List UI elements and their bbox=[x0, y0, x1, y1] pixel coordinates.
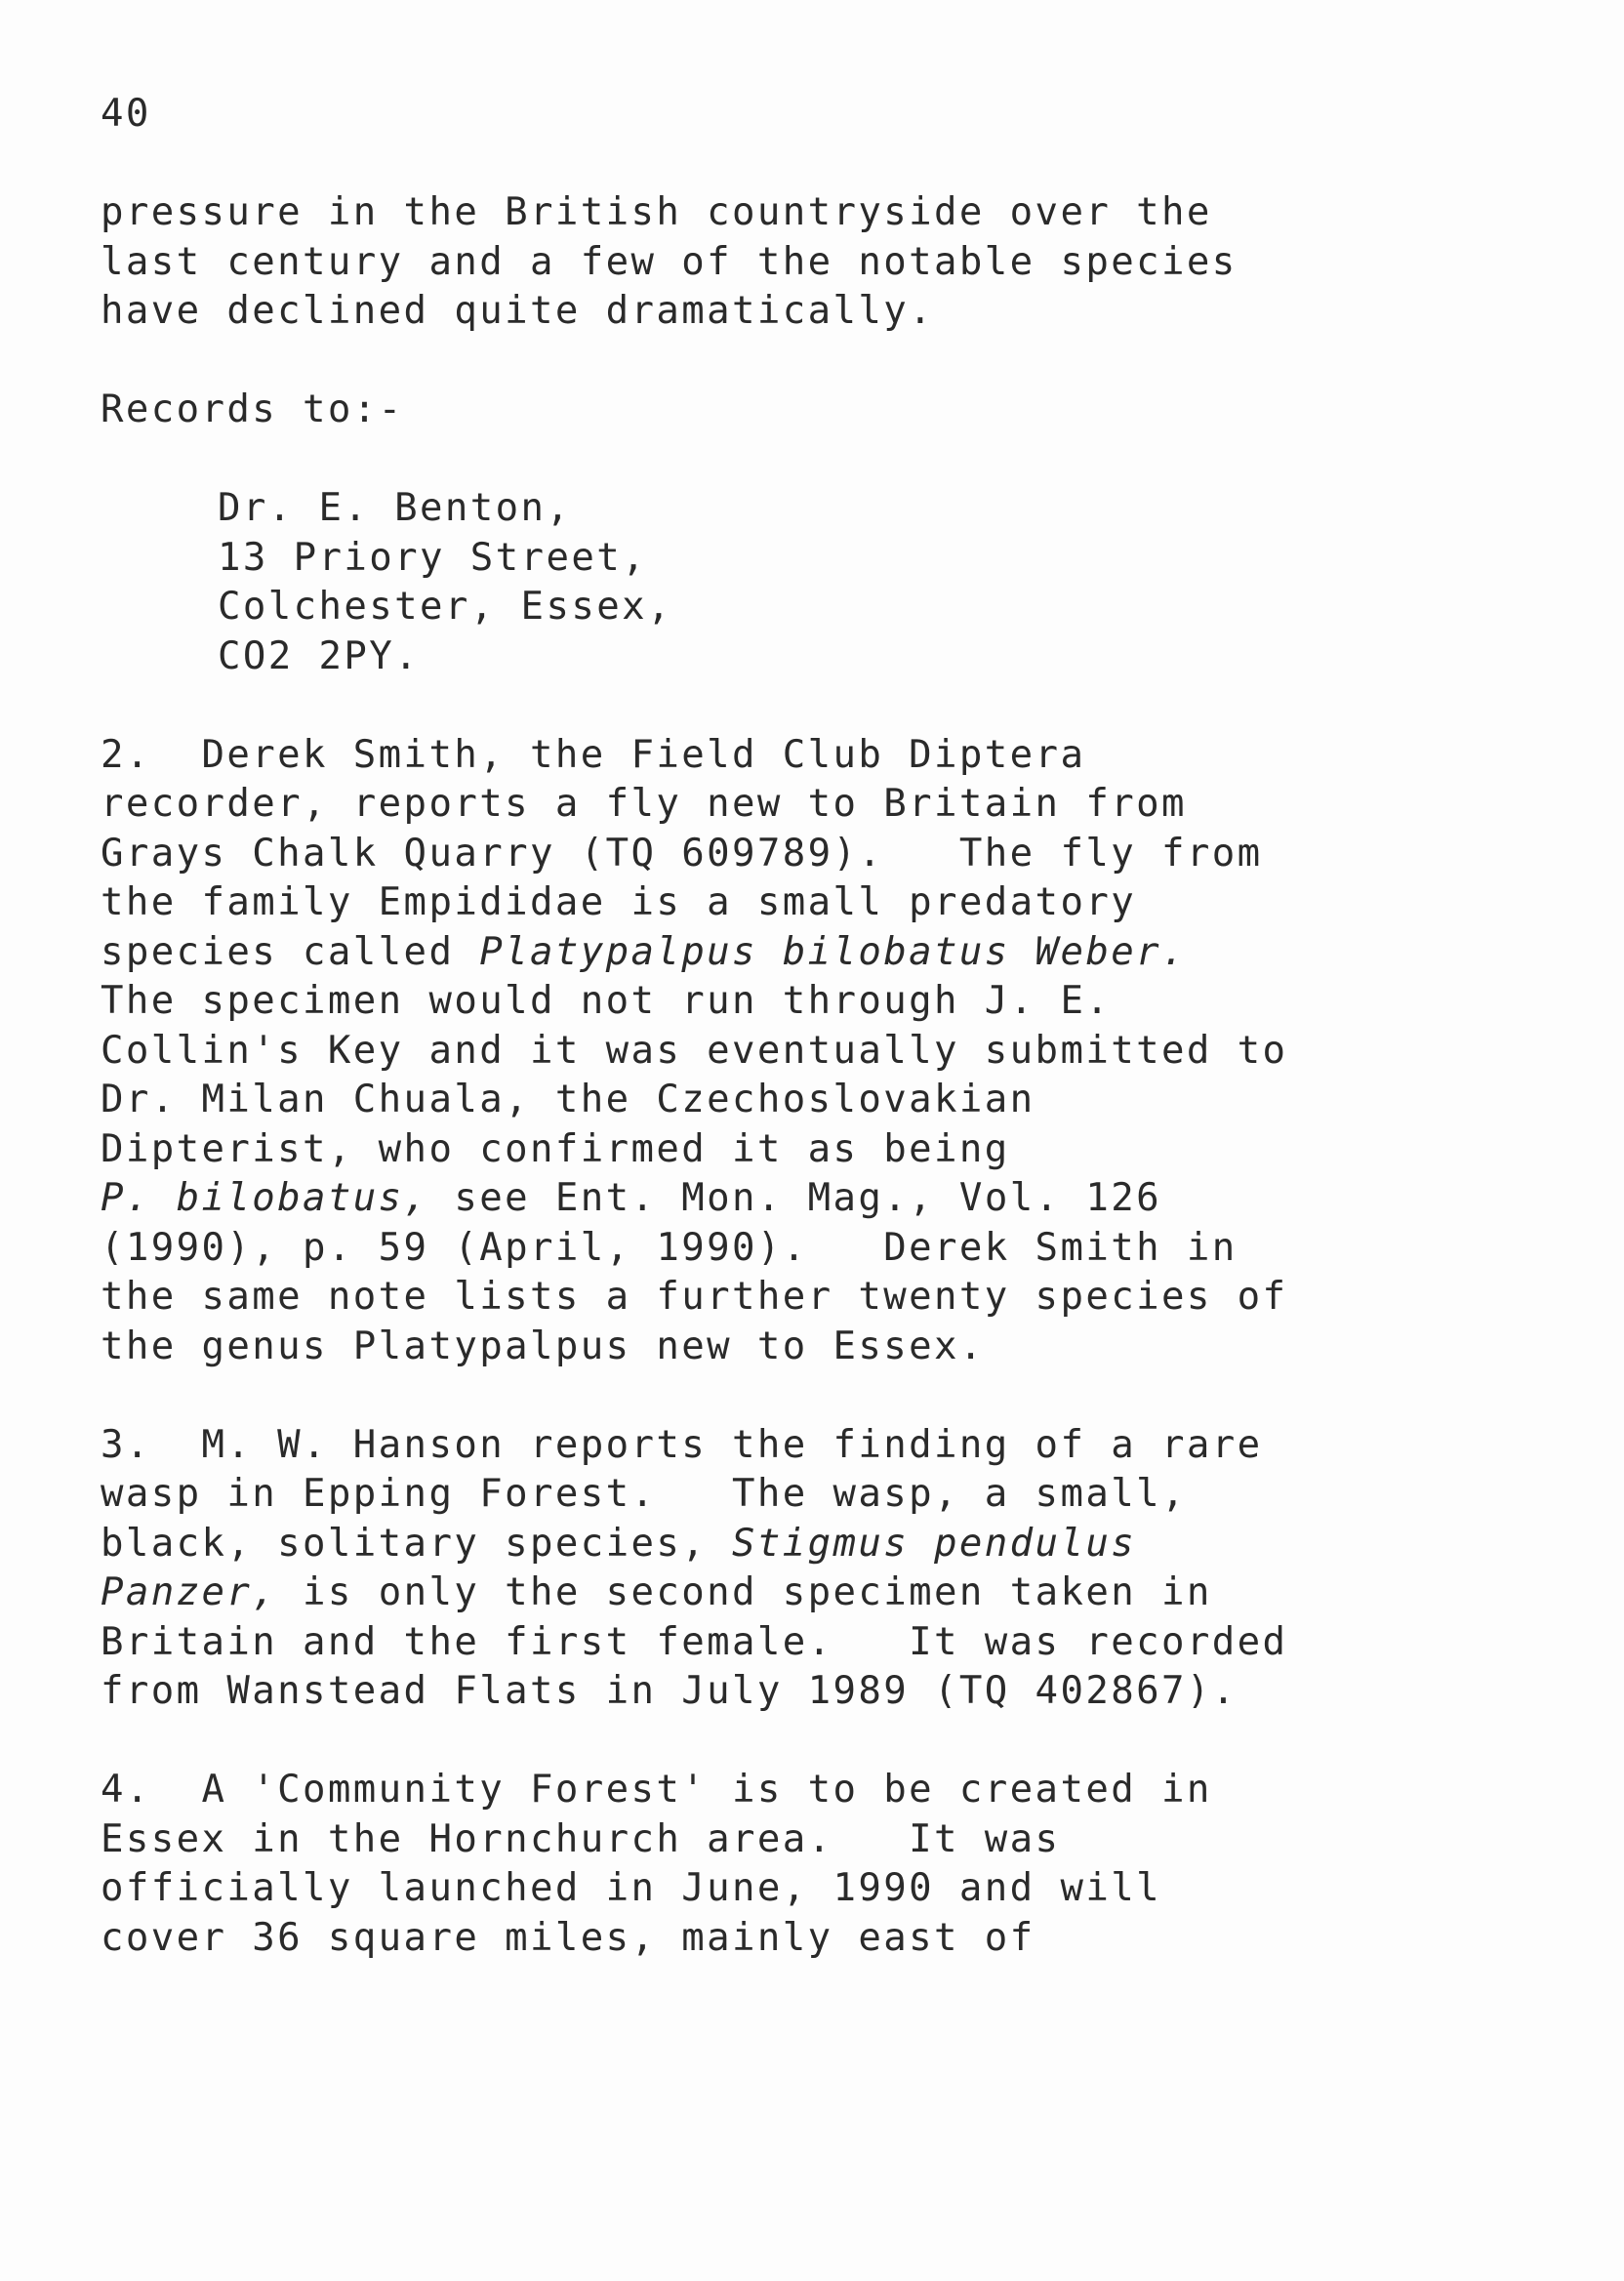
item-3-paragraph bbox=[101, 1421, 1545, 1717]
text-line: Dipterist, who confirmed it as being bbox=[101, 1126, 1010, 1171]
text-fragment: black, solitary species, bbox=[101, 1521, 732, 1566]
text-line: Grays Chalk Quarry (TQ 609789). The fly from bbox=[101, 831, 1263, 876]
species-name: P. bilobatus, bbox=[101, 1176, 429, 1220]
recorder-address bbox=[101, 484, 1545, 681]
text-line: wasp in Epping Forest. The wasp, a small, bbox=[101, 1472, 1187, 1516]
text-line: the same note lists a further twenty species of bbox=[101, 1275, 1288, 1319]
page-content bbox=[101, 188, 1545, 2013]
text-line: The specimen would not run through J. E. bbox=[101, 979, 1112, 1023]
item-4-paragraph bbox=[101, 1766, 1545, 1963]
text-line: the genus Platypalpus new to Essex. bbox=[101, 1324, 985, 1368]
text-line: the family Empididae is a small predatory bbox=[101, 880, 1137, 924]
text-line bbox=[101, 928, 1545, 978]
text-line: 2. Derek Smith, the Field Club Diptera bbox=[101, 732, 1086, 777]
address-line: Dr. E. Benton, bbox=[218, 486, 572, 530]
item-2-paragraph bbox=[101, 731, 1545, 1372]
text-line: recorder, reports a fly new to Britain from bbox=[101, 782, 1187, 826]
species-name: Panzer, bbox=[101, 1570, 278, 1614]
text-line: (1990), p. 59 (April, 1990). Derek Smith in bbox=[101, 1225, 1238, 1270]
text-line bbox=[101, 1568, 1545, 1618]
text-line: from Wanstead Flats in July 1989 (TQ 402867). bbox=[101, 1669, 1238, 1713]
text-line: 4. A 'Community Forest' is to be created in bbox=[101, 1768, 1212, 1812]
text-fragment: is only the second specimen taken in bbox=[277, 1570, 1212, 1614]
text-line: Dr. Milan Chuala, the Czechoslovakian bbox=[101, 1078, 1035, 1121]
species-name: Stigmus pendulus bbox=[732, 1521, 1137, 1566]
text-line bbox=[101, 1174, 1545, 1224]
text-line bbox=[101, 1520, 1545, 1569]
text-line: have declined quite dramatically. bbox=[101, 289, 935, 333]
text-line: Britain and the first female. It was recorded bbox=[101, 1619, 1288, 1664]
text-fragment: see Ent. Mon. Mag., Vol. 126 bbox=[428, 1176, 1161, 1220]
address-line: CO2 2PY. bbox=[218, 633, 421, 678]
text-fragment: species called bbox=[101, 929, 480, 974]
text-line: cover 36 square miles, mainly east of bbox=[101, 1915, 1035, 1960]
address-line: Colchester, Essex, bbox=[218, 585, 672, 629]
text-line: last century and a few of the notable species bbox=[101, 239, 1238, 284]
page-number: 40 bbox=[101, 92, 151, 136]
text-line: officially launched in June, 1990 and will bbox=[101, 1866, 1161, 1910]
text-line: Essex in the Hornchurch area. It was bbox=[101, 1816, 1061, 1861]
intro-paragraph bbox=[101, 188, 1545, 337]
address-line: 13 Priory Street, bbox=[218, 535, 647, 580]
species-name: Platypalpus bilobatus Weber. bbox=[479, 929, 1187, 974]
records-heading: Records to:- bbox=[101, 387, 404, 431]
text-line: Collin's Key and it was eventually submitted to bbox=[101, 1028, 1288, 1073]
text-line: pressure in the British countryside over the bbox=[101, 190, 1212, 234]
text-line: 3. M. W. Hanson reports the finding of a rare bbox=[101, 1422, 1263, 1467]
